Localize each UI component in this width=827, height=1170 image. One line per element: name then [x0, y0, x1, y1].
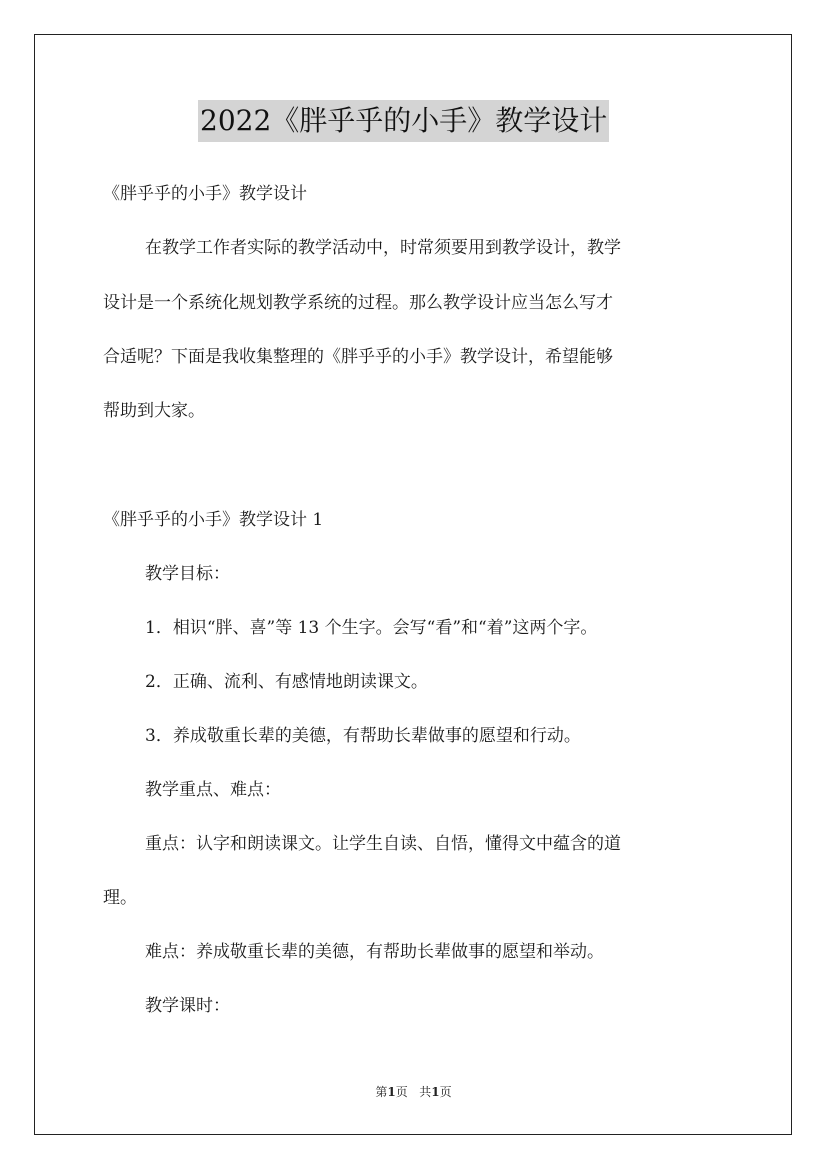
footer-total-suffix: 页 — [439, 1085, 452, 1099]
key-points-heading: 教学重点、难点： — [145, 780, 281, 800]
objective-item-3: 3．养成敬重长辈的美德，有帮助长辈做事的愿望和行动。 — [145, 726, 581, 746]
footer-page-prefix: 第 — [375, 1085, 388, 1099]
intro-line-1: 在教学工作者实际的教学活动中，时常须要用到教学设计，教学 — [145, 238, 621, 258]
section-heading: 《胖乎乎的小手》教学设计 1 — [103, 510, 324, 530]
objective-item-2: 2．正确、流利、有感情地朗读课文。 — [145, 672, 428, 692]
footer-page-total: 1 — [431, 1085, 440, 1099]
difficulty-line: 难点：养成敬重长辈的美德，有帮助长辈做事的愿望和举动。 — [145, 942, 604, 962]
footer-page-current: 1 — [387, 1085, 396, 1099]
intro-line-2: 设计是一个系统化规划教学系统的过程。那么教学设计应当怎么写才 — [103, 293, 613, 313]
page-footer — [0, 1084, 827, 1100]
lesson-hours-heading: 教学课时： — [145, 996, 230, 1016]
objectives-heading: 教学目标： — [145, 564, 230, 584]
objective-item-1: 1．相识“胖、喜”等 13 个生字。会写“看”和“着”这两个字。 — [145, 618, 598, 638]
intro-line-3: 合适呢？下面是我收集整理的《胖乎乎的小手》教学设计，希望能够 — [103, 347, 613, 367]
intro-line-4: 帮助到大家。 — [103, 401, 205, 421]
document-subtitle: 《胖乎乎的小手》教学设计 — [103, 184, 307, 204]
document-title: 2022《胖乎乎的小手》教学设计 — [198, 100, 609, 142]
footer-total-prefix: 共 — [419, 1085, 432, 1099]
key-point-line-1: 重点：认字和朗读课文。让学生自读、自悟，懂得文中蕴含的道 — [145, 834, 621, 854]
footer-page-suffix: 页 — [395, 1085, 408, 1099]
key-point-line-2: 理。 — [103, 888, 137, 908]
